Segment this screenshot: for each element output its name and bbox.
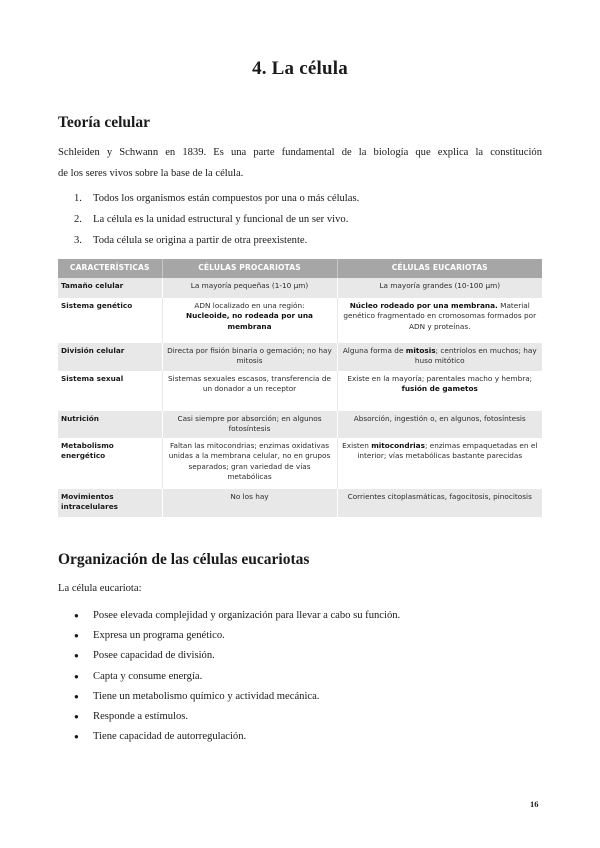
bullet-icon: ● [74,732,79,742]
table-cell: Existen mitocondrias; enzimas empaquetadas en el interior; vías metabólicas bastante parecidas [337,438,542,489]
table-row [58,438,542,489]
intro-paragraph [58,142,542,184]
list-item: ● Responde a estímulos. [74,707,534,727]
table-header: CARACTERÍSTICAS [58,259,162,278]
table-cell: ADN localizado en una región: Nucleoide, no rodeada por una membrana [162,298,337,343]
table-header: CÉLULAS EUCARIOTAS [337,259,542,278]
table-cell: Absorción, ingestión o, en algunos, fotosíntesis [337,411,542,438]
table-cell: No los hay [162,489,337,517]
comparison-table [58,259,542,517]
table-row [58,278,542,298]
list-item: 3. Toda célula se origina a partir de otra preexistente. [74,235,308,246]
eukaryote-intro: La célula eucariota: [58,583,142,594]
table-cell: Alguna forma de mitosis; centriolos en muchos; hay huso mitótico [337,343,542,371]
list-item: ● Tiene un metabolismo químico y actividad mecánica. [74,687,534,707]
table-row [58,298,542,343]
bullet-icon: ● [74,651,79,661]
page-number: 16 [530,799,539,809]
list-item: ● Posee capacidad de división. [74,646,534,666]
bullet-icon: ● [74,691,79,701]
table-cell: La mayoría pequeñas (1-10 µm) [162,278,337,298]
bullet-icon: ● [74,611,79,620]
table-row [58,371,542,411]
table-cell: Faltan las mitocondrias; enzimas oxidativas unidas a la membrana celular, no en grupos separados; gran variedad de vías metabólicas [162,438,337,489]
table-cell: Metabolismo energético [61,441,114,461]
section-heading-teoria-celular: Teoría celular [58,114,150,131]
eukaryote-features-list [74,606,534,747]
list-item: 2. La célula es la unidad estructural y funcional de un ser vivo. [74,214,349,225]
table-cell: Corrientes citoplasmáticas, fagocitosis, pinocitosis [337,489,542,517]
table-header: CÉLULAS PROCARIOTAS [162,259,337,278]
bullet-icon: ● [74,671,79,681]
table-cell: Existe en la mayoría; parentales macho y hembra; fusión de gametos [337,371,542,411]
list-item: ● Expresa un programa genético. [74,626,534,646]
table-cell: Movimientos intracelulares [58,489,162,517]
table-cell: Sistema sexual [61,374,124,383]
list-item: ● Tiene capacidad de autorregulación. [74,727,534,747]
chapter-title: 4. La célula [252,58,348,79]
table-cell: Sistemas sexuales escasos, transferencia de un donador a un receptor [162,371,337,411]
table-cell: Casi siempre por absorción; en algunos fotosíntesis [162,411,337,438]
table-cell: Directa por fisión binaria o gemación; no hay mitosis [162,343,337,371]
intro-line: de los seres vivos sobre la base de la célula. [58,168,244,179]
list-item: 1. Todos los organismos están compuestos por una o más células. [74,193,360,204]
section-heading-organizacion: Organización de las células eucariotas [58,551,310,568]
table-row [58,411,542,438]
table-cell: La mayoría grandes (10-100 µm) [337,278,542,298]
bullet-icon: ● [74,631,79,641]
table-cell: Sistema genético [61,301,133,310]
table-cell: División celular [58,343,162,371]
cell-theory-list [74,188,534,251]
list-item: ● Capta y consume energía. [74,667,534,687]
table-row [58,343,542,371]
intro-line: Schleiden y Schwann en 1839. Es una parte fundamental de la biología que explica la constitución [58,147,542,158]
bullet-icon: ● [74,711,79,721]
table-cell: Nutrición [58,411,162,438]
table-row [58,489,542,517]
list-item: ● Posee elevada complejidad y organización para llevar a cabo su función. [74,606,534,626]
table-cell: Núcleo rodeado por una membrana. Material genético fragmentado en cromosomas formados por ADN y proteínas. [337,298,542,343]
table-cell: Tamaño celular [58,278,162,298]
table-header-row [58,259,542,278]
